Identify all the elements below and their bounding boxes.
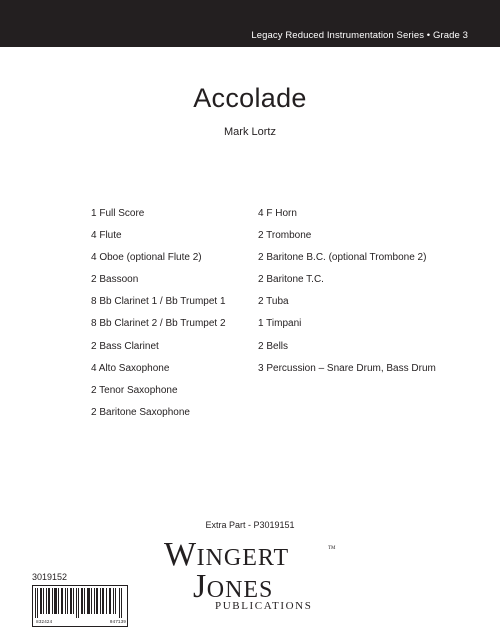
part-item: 2 Tuba (258, 296, 289, 308)
part-item: 2 Baritone B.C. (optional Trombone 2) (258, 252, 427, 264)
part-item: 8 Bb Clarinet 2 / Bb Trumpet 2 (91, 318, 226, 330)
logo-line-publications: PUBLICATIONS (215, 600, 313, 612)
logo-line-wingert: WINGERT (164, 536, 290, 573)
part-item: 3 Percussion – Snare Drum, Bass Drum (258, 362, 436, 374)
part-item: 8 Bb Clarinet 1 / Bb Trumpet 1 (91, 296, 226, 308)
part-item: 4 Alto Saxophone (91, 362, 170, 374)
instrumentation-list-left (91, 208, 226, 429)
trademark-mark: TM (328, 546, 336, 551)
part-item: 1 Full Score (91, 208, 145, 219)
series-label: Legacy Reduced Instrumentation Series • Grade 3 (251, 30, 468, 41)
part-item: 2 Baritone T.C. (258, 274, 324, 286)
part-item: 2 Bells (258, 340, 289, 352)
publisher-logo (160, 538, 340, 616)
header-bar (0, 0, 500, 47)
part-item: 1 Timpani (258, 318, 302, 330)
part-item: 4 F Horn (258, 208, 297, 219)
barcode-digits: 832424 047139 (36, 620, 126, 625)
part-item: 4 Oboe (optional Flute 2) (91, 252, 202, 264)
part-item: 2 Bassoon (91, 274, 139, 286)
part-item: 2 Bass Clarinet (91, 340, 159, 352)
barcode-bars (35, 588, 125, 618)
piece-title: Accolade (193, 83, 307, 113)
part-item: 4 Flute (91, 230, 122, 242)
part-item: 2 Baritone Saxophone (91, 406, 190, 418)
extra-part-label: Extra Part - P3019151 (205, 520, 295, 530)
logo-line-jones: JONES (193, 568, 274, 605)
catalog-number: 3019152 (32, 572, 68, 582)
part-item: 2 Tenor Saxophone (91, 384, 178, 396)
composer-name: Mark Lortz (224, 126, 276, 138)
instrumentation-list-right (258, 208, 436, 385)
barcode (32, 585, 128, 627)
part-item: 2 Trombone (258, 230, 312, 242)
